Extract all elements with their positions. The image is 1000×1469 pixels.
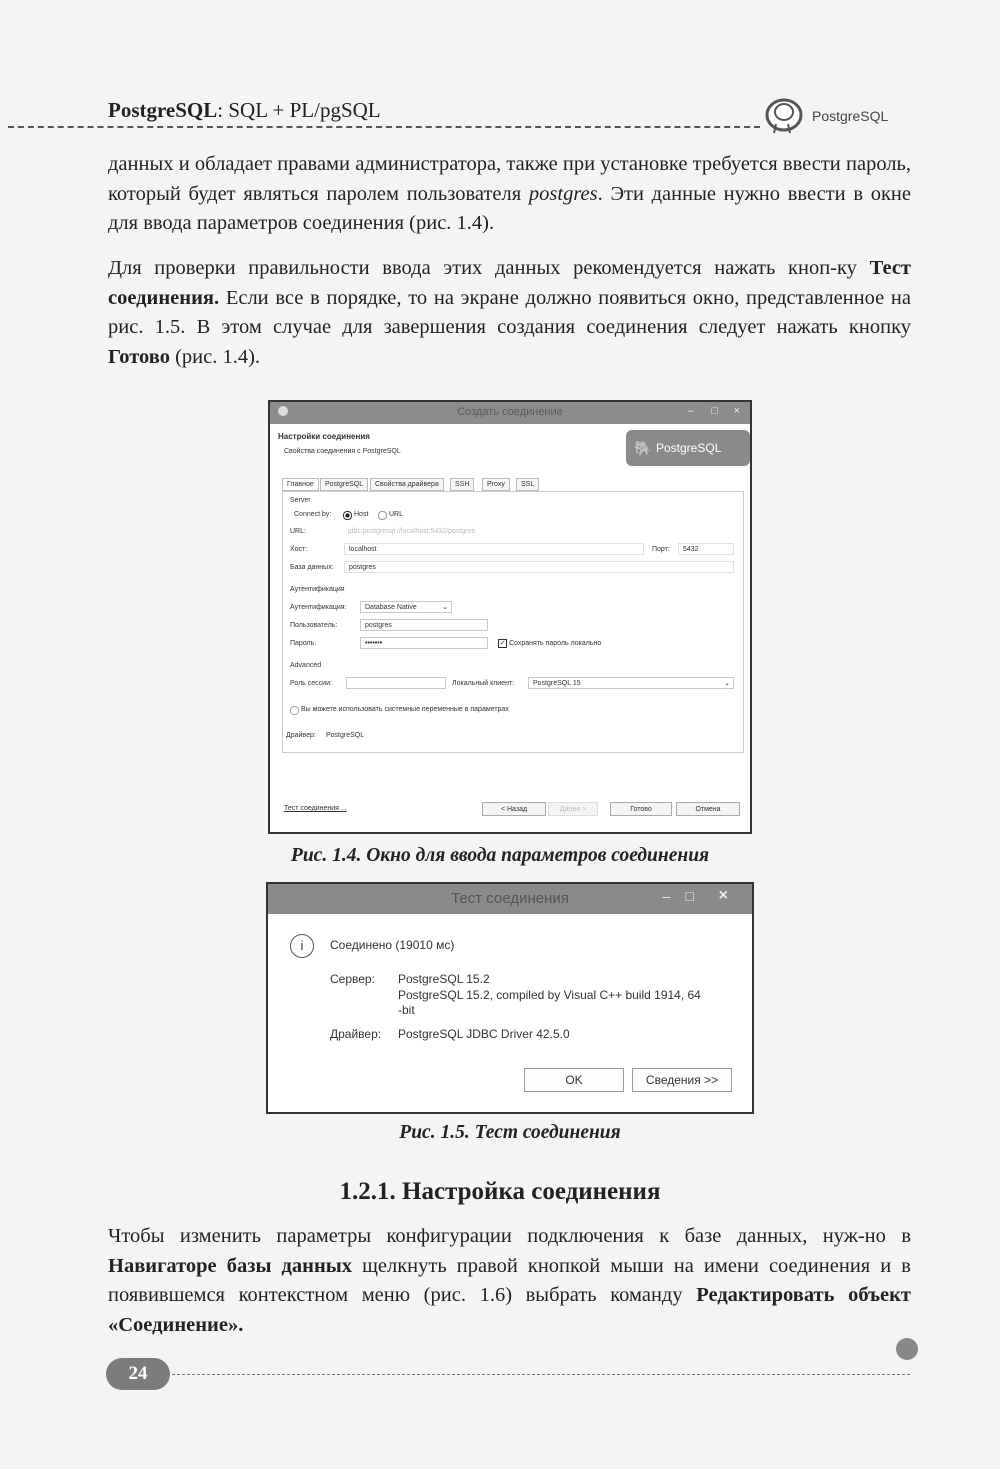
paragraph-2-bold-1: Тест соединения.	[108, 257, 911, 309]
driver-value: PostgreSQL JDBC Driver 42.5.0	[398, 1027, 570, 1041]
settings-heading: Настройки соединения	[278, 432, 370, 441]
close-icon[interactable]: ×	[733, 405, 740, 417]
settings-subheading: Свойства соединения с PostgreSQL	[284, 448, 401, 455]
paragraph-1-emph: postgres	[528, 182, 598, 205]
ok-button[interactable]: OK	[524, 1068, 624, 1092]
auth-select-value: Database Native	[365, 604, 417, 611]
minimize-icon[interactable]: –	[662, 888, 670, 904]
port-input[interactable]: 5432	[678, 543, 734, 555]
auth-section-label: Аутентификация	[290, 586, 345, 593]
test-connection-button[interactable]: Тест соединения ...	[284, 805, 347, 812]
next-button[interactable]: Далее >	[548, 802, 598, 816]
paragraph-2-bold-2: Готово	[108, 345, 170, 368]
paragraph-2-text-a: Для проверки правильности ввода этих данных рекомендуется нажать кноп-ку	[108, 257, 870, 279]
paragraph-2-text-b: Если все в порядке, то на экране должно появиться окно, представленное на рис. 1.5. В этом случае для завершения создания соединения следует нажать кнопку	[108, 286, 911, 338]
tab-ssh[interactable]: SSH	[450, 478, 474, 491]
page-number: 24	[106, 1358, 170, 1390]
advanced-label: Advanced	[290, 662, 322, 669]
brand-text: PostgreSQL	[656, 441, 722, 455]
paragraph-1-text-b: . Эти данные нужно ввести в окне для ввода параметров соединения (рис. 1.4).	[108, 182, 911, 234]
connect-by-label: Connect by:	[294, 511, 332, 518]
tab-main[interactable]: Главное	[282, 478, 319, 491]
server-section-label: Server	[290, 497, 311, 504]
local-client-label: Локальный клиент:	[452, 680, 515, 687]
database-label: База данных:	[290, 564, 334, 571]
finish-button[interactable]: Готово	[610, 802, 672, 816]
user-label: Пользователь:	[290, 622, 338, 629]
minimize-icon[interactable]: –	[687, 405, 694, 417]
server-build-cont: -bit	[398, 1003, 415, 1017]
maximize-icon[interactable]: □	[685, 888, 694, 904]
paragraph-3-bold-2: Редактировать объект «Соединение».	[108, 1284, 912, 1336]
server-version: PostgreSQL 15.2	[398, 972, 490, 986]
chevron-down-icon: ⌄	[724, 680, 730, 687]
header-divider	[8, 126, 760, 128]
server-label: Сервер:	[330, 972, 375, 986]
paragraph-3	[108, 1222, 911, 1340]
header-logo-text: PostgreSQL	[812, 108, 889, 124]
password-label: Пароль:	[290, 640, 317, 647]
database-input[interactable]: postgres	[344, 561, 734, 573]
local-client-select[interactable]	[528, 677, 734, 689]
figure-1-5-caption: Рис. 1.5. Тест соединения	[399, 1122, 621, 1143]
host-radio-label: Host	[354, 511, 369, 518]
auth-select[interactable]	[360, 601, 452, 613]
window-title: Тест соединения	[451, 890, 569, 907]
window-title: Создать соединение	[457, 406, 563, 418]
paragraph-3-text-a: Чтобы изменить параметры конфигурации подключения к базе данных, нуж-но в	[108, 1225, 911, 1247]
paragraph-2-text-c: (рис. 1.4).	[169, 345, 261, 368]
running-header	[108, 98, 381, 123]
back-button[interactable]: < Назад	[482, 802, 546, 816]
connection-status: Соединено (19010 мс)	[330, 938, 455, 952]
elephant-icon: 🐘	[634, 440, 652, 456]
details-button[interactable]: Сведения >>	[632, 1068, 732, 1092]
driver-value[interactable]: PostgreSQL	[326, 732, 365, 739]
host-label: Хост:	[290, 546, 308, 553]
header-title-rest: : SQL + PL/pgSQL	[217, 98, 381, 122]
footer-dot-icon	[896, 1338, 918, 1360]
test-connection-window	[266, 882, 754, 1114]
info-icon	[290, 706, 299, 715]
tab-postgresql[interactable]: PostgreSQL	[320, 478, 368, 491]
local-client-value: PostgreSQL 15	[533, 680, 581, 687]
user-input[interactable]: postgres	[360, 619, 488, 631]
header-title-bold: PostgreSQL	[108, 98, 218, 122]
paragraph-1	[108, 150, 911, 239]
chevron-down-icon: ⌄	[442, 604, 448, 611]
driver-label: Драйвер:	[330, 1027, 382, 1041]
paragraph-1-text-a: данных и обладает правами администратора, также при установке требуется ввести пароль, который будет являться паролем пользователя	[108, 153, 911, 205]
create-connection-window	[268, 400, 752, 834]
host-radio[interactable]	[343, 511, 352, 520]
port-label: Порт:	[652, 546, 670, 553]
save-password-label: Сохранять пароль локально	[509, 640, 602, 647]
tab-proxy[interactable]: Proxy	[482, 478, 510, 491]
paragraph-2	[108, 254, 911, 372]
footer-divider	[172, 1374, 910, 1375]
server-build: PostgreSQL 15.2, compiled by Visual C++ build 1914, 64	[398, 988, 701, 1002]
session-role-input[interactable]	[346, 677, 446, 689]
brand-banner	[626, 430, 750, 466]
window-titlebar	[270, 402, 750, 424]
cancel-button[interactable]: Отмена	[676, 802, 740, 816]
url-field[interactable]: jdbc:postgresql://localhost:5432/postgres	[348, 528, 475, 535]
password-input[interactable]: •••••••	[360, 637, 488, 649]
figure-1-4-caption: Рис. 1.4. Окно для ввода параметров соединения	[290, 845, 710, 866]
maximize-icon[interactable]: □	[711, 405, 718, 417]
host-input[interactable]: localhost	[344, 543, 644, 555]
tab-ssl[interactable]: SSL	[516, 478, 539, 491]
paragraph-3-bold-1: Навигаторе базы данных	[108, 1254, 353, 1277]
section-heading: 1.2.1. Настройка соединения	[339, 1178, 661, 1205]
url-radio-label: URL	[389, 511, 404, 518]
auth-label: Аутентификация:	[290, 604, 347, 611]
tab-driver-properties[interactable]: Свойства драйвера	[370, 478, 444, 491]
close-icon[interactable]: ×	[718, 887, 728, 904]
save-password-checkbox[interactable]: ✓	[499, 640, 506, 647]
env-variables-hint[interactable]: Вы можете использовать системные переменные в параметрах	[301, 706, 509, 713]
url-label: URL:	[290, 528, 306, 535]
driver-label: Драйвер:	[286, 732, 316, 739]
session-role-label: Роль сессии:	[290, 680, 332, 687]
window-titlebar	[268, 884, 752, 914]
paragraph-3-text-b: щелкнуть правой кнопкой мыши на имени соединения и в появившемся контекстном меню (рис. 1.6) выбрать команду	[108, 1254, 911, 1306]
info-icon: i	[290, 934, 314, 958]
url-radio[interactable]	[378, 511, 387, 520]
